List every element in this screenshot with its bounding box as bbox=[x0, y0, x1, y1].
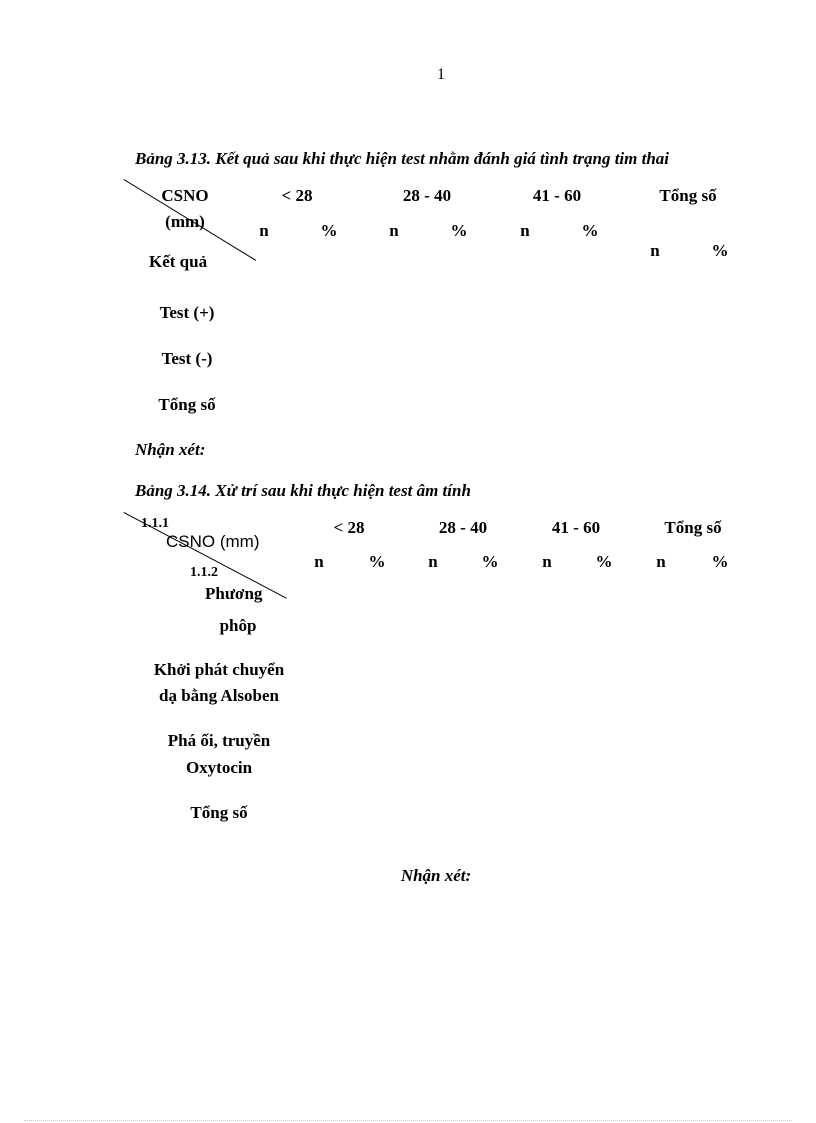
table-13-n-header: n bbox=[650, 241, 660, 260]
table-14-row-label: Oxytocin bbox=[185, 758, 253, 777]
table-14-caption: Bảng 3.14. Xử trí sau khi thực hiện test âm tính bbox=[135, 481, 471, 500]
table-14-col-label: CSNO (mm) bbox=[166, 532, 260, 551]
table-14-n-header: n bbox=[428, 552, 438, 571]
table-14-remark: Nhận xét: bbox=[400, 866, 472, 885]
table-14-n-header: n bbox=[314, 552, 324, 571]
table-13-group-header: < 28 bbox=[281, 186, 313, 205]
table-14-pct-header: % bbox=[481, 552, 499, 571]
table-14-group-header: 41 - 60 bbox=[551, 518, 601, 537]
table-13-n-header: n bbox=[389, 221, 399, 240]
table-13-row-label: Test (-) bbox=[161, 349, 213, 368]
table-14-group-header: Tổng số bbox=[664, 518, 722, 537]
page-number: 1 bbox=[437, 66, 445, 83]
table-13-pct-header: % bbox=[581, 221, 599, 240]
page-footer-divider bbox=[24, 1120, 792, 1121]
table-13-group-header: 28 - 40 bbox=[402, 186, 452, 205]
table-13-pct-header: % bbox=[320, 221, 338, 240]
table-13-col-label: CSNO bbox=[161, 186, 209, 205]
table-13-col-unit: (mm) bbox=[165, 212, 205, 231]
table-14-row-label: dạ bằng Alsoben bbox=[159, 686, 279, 705]
table-14-heading-marker: 1.1.2 bbox=[190, 565, 218, 580]
table-14-row-label: Phá ối, truyền bbox=[167, 731, 271, 750]
table-13-group-header: 41 - 60 bbox=[532, 186, 582, 205]
table-13-n-header: n bbox=[259, 221, 269, 240]
table-14-row-label: Tổng số bbox=[190, 803, 248, 822]
table-14-row-label: Khởi phát chuyển bbox=[153, 660, 285, 679]
table-13-caption: Bảng 3.13. Kết quả sau khi thực hiện test nhằm đánh giá tình trạng tim thai bbox=[135, 149, 670, 168]
table-14-group-header: < 28 bbox=[333, 518, 365, 537]
table-13-pct-header: % bbox=[450, 221, 468, 240]
table-14-pct-header: % bbox=[595, 552, 613, 571]
table-14-heading-marker: 1.1.1 bbox=[141, 516, 169, 531]
table-13-row-label: Test (+) bbox=[159, 303, 215, 322]
table-13-row-label: Tổng số bbox=[158, 395, 216, 414]
table-14-group-header: 28 - 40 bbox=[438, 518, 488, 537]
table-14-row-label: phôp bbox=[219, 616, 257, 635]
table-13-group-header: Tổng số bbox=[659, 186, 717, 205]
table-13-n-header: n bbox=[520, 221, 530, 240]
table-13-pct-header: % bbox=[711, 241, 729, 260]
table-14-n-header: n bbox=[542, 552, 552, 571]
table-14-pct-header: % bbox=[368, 552, 386, 571]
table-13-row-label: Kết quả bbox=[149, 252, 208, 271]
table-14-row-label: Phương bbox=[205, 584, 263, 603]
table-14-pct-header: % bbox=[711, 552, 729, 571]
table-14-n-header: n bbox=[656, 552, 666, 571]
table-13-remark: Nhận xét: bbox=[135, 440, 206, 459]
